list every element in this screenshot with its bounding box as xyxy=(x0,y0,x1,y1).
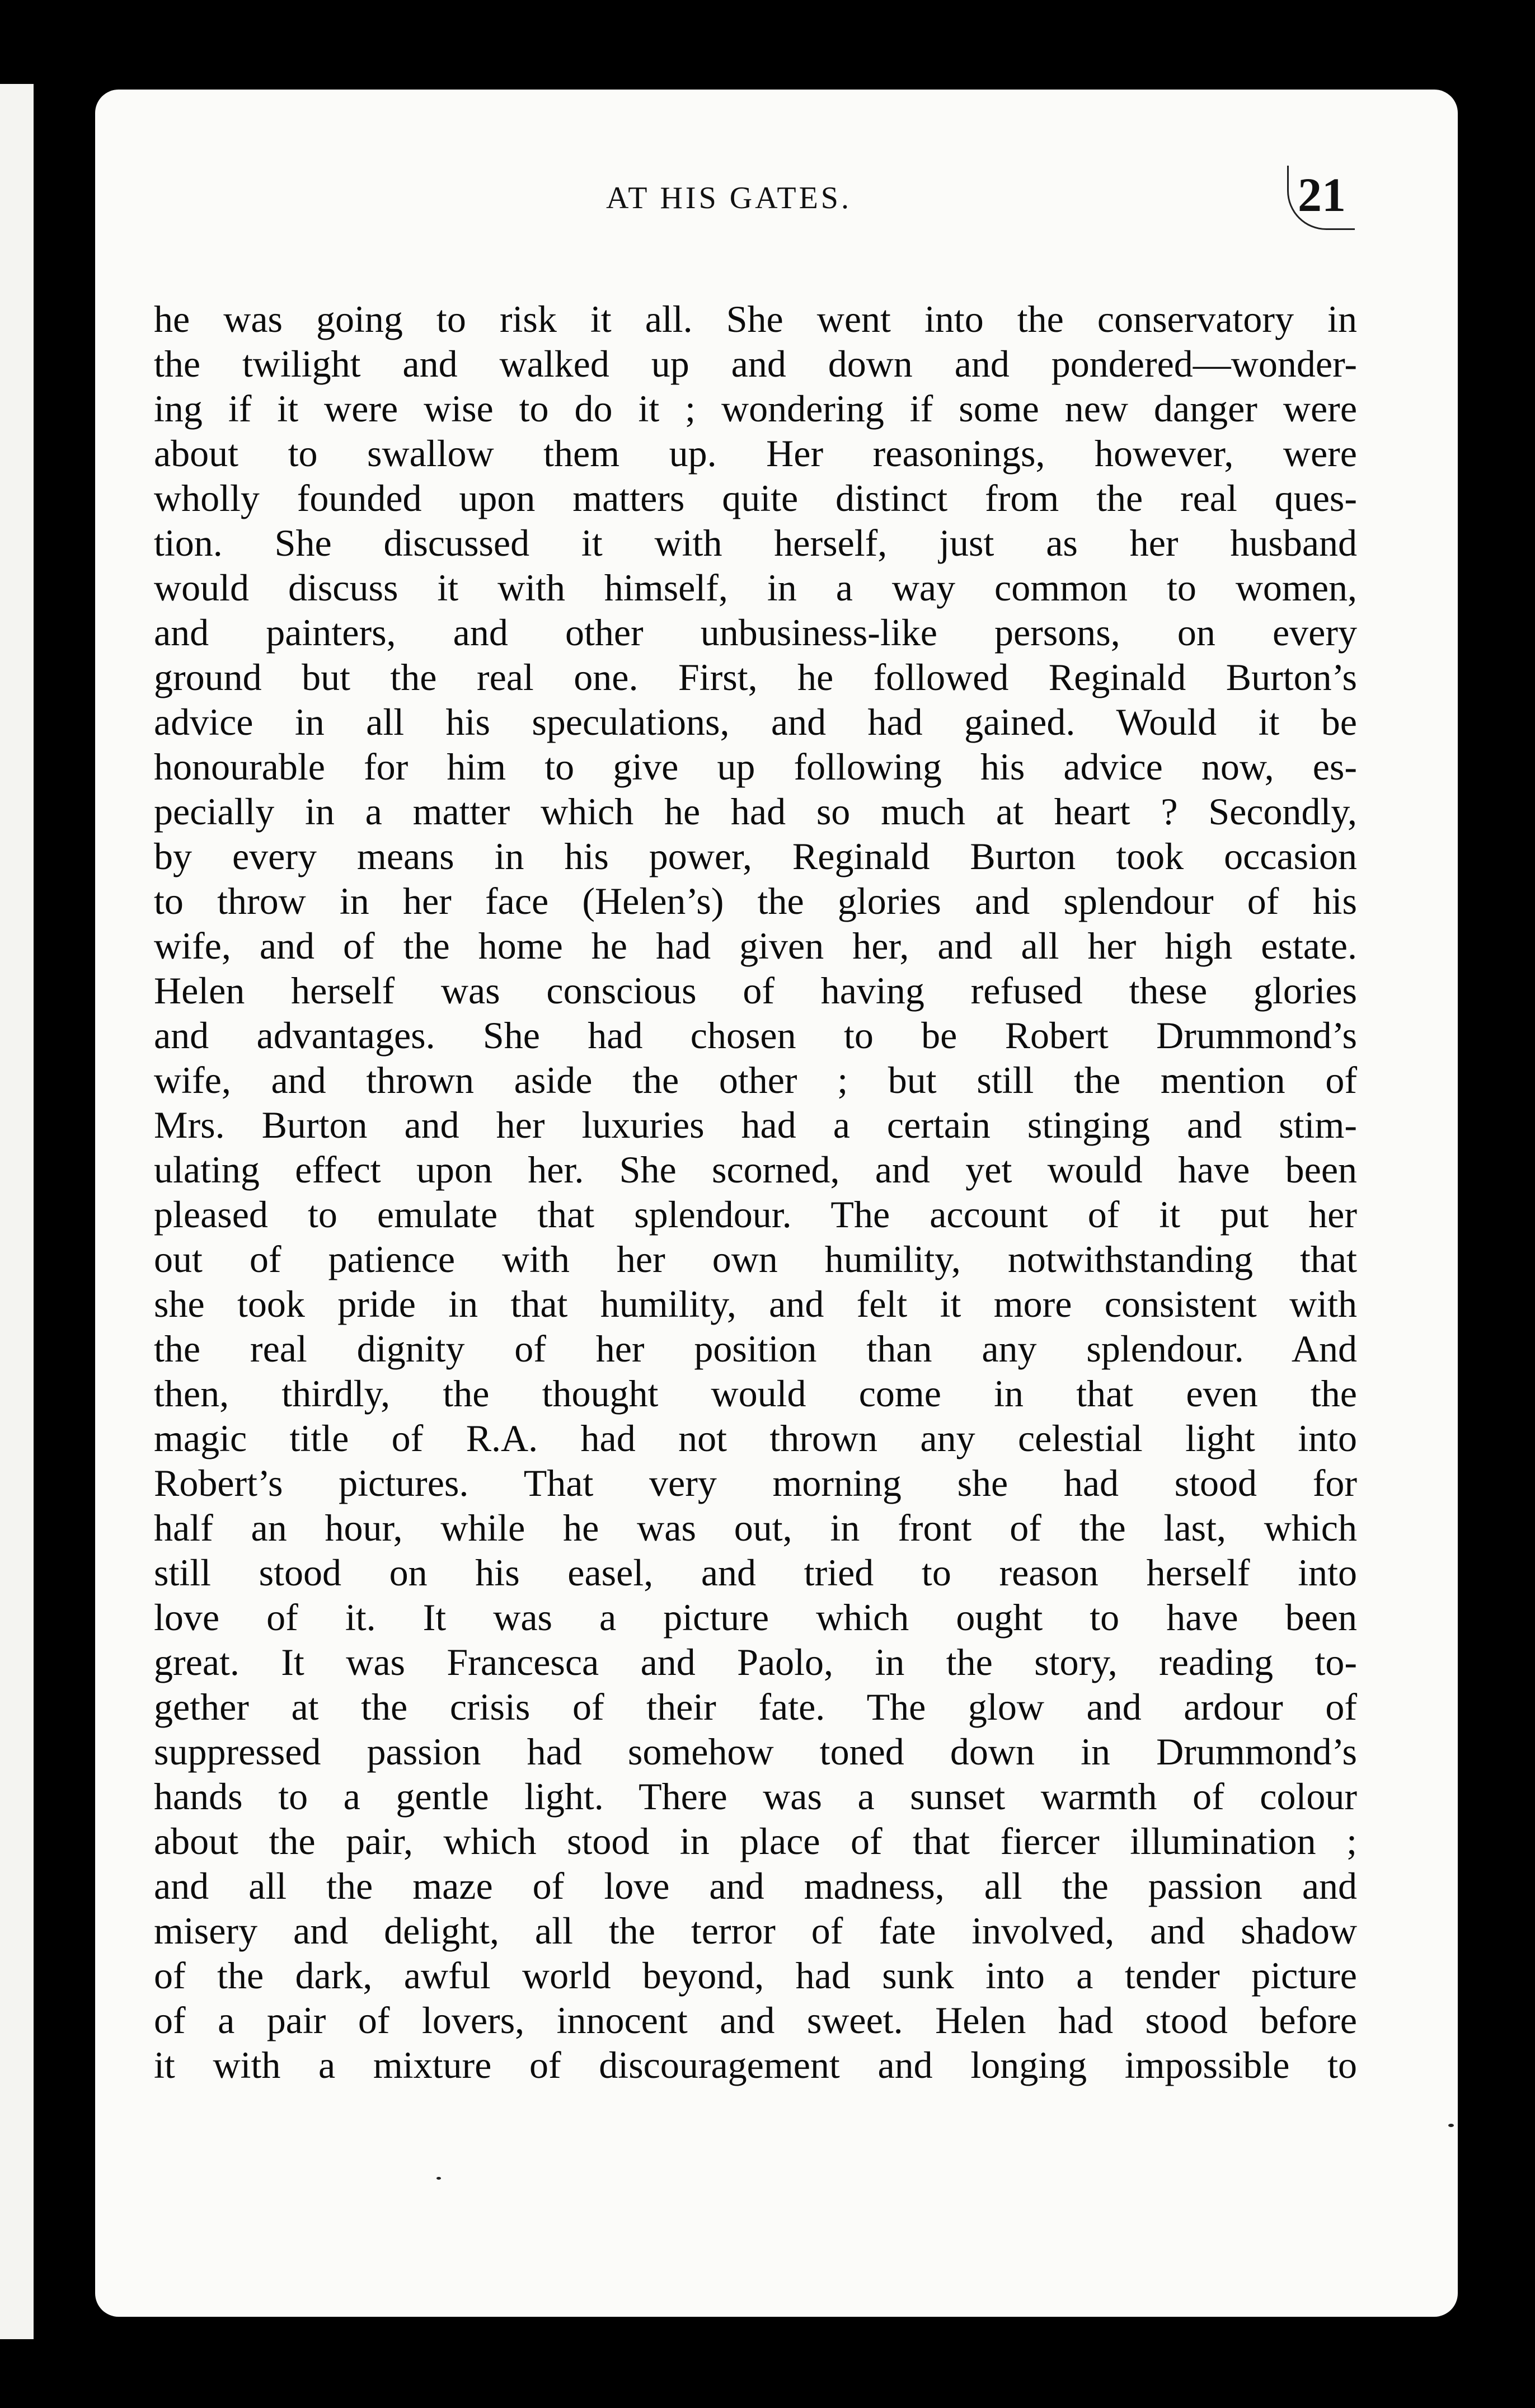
ink-speck xyxy=(1448,2124,1454,2127)
text-line: of a pair of lovers, innocent and sweet. Helen had stood before xyxy=(154,1999,1357,2041)
text-line: Helen herself was conscious of having refused these glories xyxy=(154,969,1357,1012)
text-line: he was going to risk it all. She went into the conservatory in xyxy=(154,298,1357,340)
text-line: advice in all his speculations, and had gained. Would it be xyxy=(154,701,1357,743)
text-line: the real dignity of her position than any splendour. And xyxy=(154,1327,1357,1370)
text-line: Mrs. Burton and her luxuries had a certain stinging and stim- xyxy=(154,1104,1357,1146)
text-line: still stood on his easel, and tried to reason herself into xyxy=(154,1551,1357,1594)
text-line: pleased to emulate that splendour. The account of it put her xyxy=(154,1193,1357,1236)
text-line: to throw in her face (Helen’s) the glories and splendour of his xyxy=(154,880,1357,922)
text-line: half an hour, while he was out, in front of the last, which xyxy=(154,1506,1357,1549)
text-line: Robert’s pictures. That very morning she had stood for xyxy=(154,1462,1357,1504)
text-line: it with a mixture of discouragement and longing impossible to xyxy=(154,2044,1357,2086)
text-line: wife, and thrown aside the other ; but still the mention of xyxy=(154,1059,1357,1101)
running-head: AT HIS GATES. xyxy=(606,181,852,215)
text-line: tion. She discussed it with herself, just as her husband xyxy=(154,522,1357,564)
text-line: and advantages. She had chosen to be Robert Drummond’s xyxy=(154,1014,1357,1057)
text-line: hands to a gentle light. There was a sunset warmth of colour xyxy=(154,1775,1357,1818)
text-line: ulating effect upon her. She scorned, and yet would have been xyxy=(154,1148,1357,1191)
text-line: then, thirdly, the thought would come in that even the xyxy=(154,1372,1357,1415)
text-line: wife, and of the home he had given her, and all her high estate. xyxy=(154,924,1357,967)
text-line: would discuss it with himself, in a way common to women, xyxy=(154,566,1357,609)
text-line: of the dark, awful world beyond, had sunk into a tender picture xyxy=(154,1954,1357,1997)
text-line: love of it. It was a picture which ought to have been xyxy=(154,1596,1357,1639)
text-line: and painters, and other unbusiness-like persons, on every xyxy=(154,611,1357,654)
text-line: and all the maze of love and madness, all the passion and xyxy=(154,1865,1357,1907)
text-line: misery and delight, all the terror of fate involved, and shadow xyxy=(154,1909,1357,1952)
adjacent-page-edge xyxy=(0,84,34,2339)
text-line: pecially in a matter which he had so much at heart ? Secondly, xyxy=(154,790,1357,833)
text-line: wholly founded upon matters quite distinct from the real ques- xyxy=(154,477,1357,519)
text-line: about the pair, which stood in place of that fiercer illumination ; xyxy=(154,1820,1357,1862)
ink-speck xyxy=(436,2177,441,2180)
text-line: magic title of R.A. had not thrown any celestial light into xyxy=(154,1417,1357,1459)
text-line: the twilight and walked up and down and pondered—wonder- xyxy=(154,342,1357,385)
body-text xyxy=(154,297,1357,2087)
text-line: ground but the real one. First, he followed Reginald Burton’s xyxy=(154,656,1357,698)
text-line: suppressed passion had somehow toned down in Drummond’s xyxy=(154,1730,1357,1773)
text-line: by every means in his power, Reginald Burton took occasion xyxy=(154,835,1357,877)
text-line: great. It was Francesca and Paolo, in the story, reading to- xyxy=(154,1641,1357,1683)
text-line: out of patience with her own humility, notwithstanding that xyxy=(154,1238,1357,1280)
page-number: 21 xyxy=(1287,166,1355,230)
text-line: about to swallow them up. Her reasonings, however, were xyxy=(154,432,1357,475)
text-line: gether at the crisis of their fate. The glow and ardour of xyxy=(154,1686,1357,1728)
text-line: ing if it were wise to do it ; wondering if some new danger were xyxy=(154,387,1357,430)
text-line: she took pride in that humility, and felt it more consistent with xyxy=(154,1283,1357,1325)
text-line: honourable for him to give up following his advice now, es- xyxy=(154,745,1357,788)
